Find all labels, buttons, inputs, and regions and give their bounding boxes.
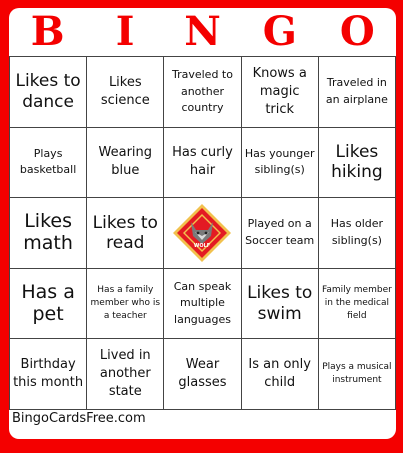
cell-text: Traveled in an airplane — [325, 76, 388, 106]
badge-label: WOLF — [194, 243, 211, 249]
bingo-cell[interactable] — [319, 269, 396, 340]
header-letter-b: B — [30, 8, 65, 55]
cell-text: Has younger sibling(s) — [244, 146, 315, 177]
cell-text: Wearing blue — [98, 145, 153, 179]
bingo-cell[interactable] — [87, 57, 164, 128]
cell-text: Has a pet — [21, 280, 75, 325]
bingo-cell[interactable] — [10, 339, 87, 410]
cell-text: Likes hiking — [331, 142, 383, 183]
bingo-header — [9, 8, 396, 56]
bingo-cell[interactable] — [242, 198, 319, 269]
cell-text: Lived in another state — [99, 347, 151, 400]
wolf-badge-icon — [169, 200, 235, 266]
header-letter-i: I — [115, 8, 135, 55]
footer-credit: BingoCardsFree.com — [12, 411, 146, 426]
bingo-cell[interactable] — [87, 128, 164, 199]
cell-text: Plays a musical instrument — [322, 362, 392, 386]
cell-text: Traveled to another country — [171, 68, 233, 115]
bingo-cell[interactable] — [319, 198, 396, 269]
cell-text: Has older sibling(s) — [330, 217, 384, 247]
cell-text: Family member in the medical field — [321, 285, 392, 322]
cell-text: Plays basketball — [19, 146, 77, 177]
bingo-cell[interactable] — [242, 57, 319, 128]
bingo-cell[interactable] — [10, 57, 87, 128]
bingo-cell[interactable] — [319, 57, 396, 128]
cell-text: Likes to dance — [15, 71, 81, 112]
cell-text: Likes math — [23, 210, 73, 254]
bingo-cell[interactable] — [10, 269, 87, 340]
cell-text: Knows a magic trick — [252, 65, 307, 117]
bingo-cell[interactable] — [164, 269, 241, 340]
bingo-grid — [9, 56, 396, 410]
cell-text: Is an only child — [248, 357, 311, 391]
bingo-cell[interactable] — [319, 128, 396, 199]
cell-text: Wear glasses — [178, 357, 227, 391]
bingo-cell[interactable] — [164, 57, 241, 128]
free-space-cell[interactable] — [164, 198, 241, 269]
header-letter-n: N — [184, 8, 221, 55]
bingo-cell[interactable] — [242, 128, 319, 199]
bingo-cell[interactable] — [10, 198, 87, 269]
cell-text: Likes to swim — [247, 283, 313, 324]
bingo-cell[interactable] — [87, 339, 164, 410]
cell-text: Played on a Soccer team — [245, 217, 315, 247]
bingo-cell[interactable] — [87, 198, 164, 269]
bingo-cell[interactable] — [164, 128, 241, 199]
bingo-cell[interactable] — [319, 339, 396, 410]
bingo-cell[interactable] — [242, 269, 319, 340]
header-letter-g: G — [262, 8, 297, 55]
cell-text: Has curly hair — [172, 145, 233, 179]
cell-text: Birthday this month — [13, 357, 84, 391]
cell-text: Likes science — [100, 74, 150, 108]
header-letter-o: O — [339, 8, 375, 55]
bingo-cell[interactable] — [164, 339, 241, 410]
bingo-cell[interactable] — [10, 128, 87, 199]
cell-text: Has a family member who is a teacher — [90, 285, 161, 322]
bingo-cell[interactable] — [242, 339, 319, 410]
cell-text: Can speak multiple languages — [173, 279, 232, 326]
cell-text: Likes to read — [92, 212, 158, 253]
bingo-cell[interactable] — [87, 269, 164, 340]
